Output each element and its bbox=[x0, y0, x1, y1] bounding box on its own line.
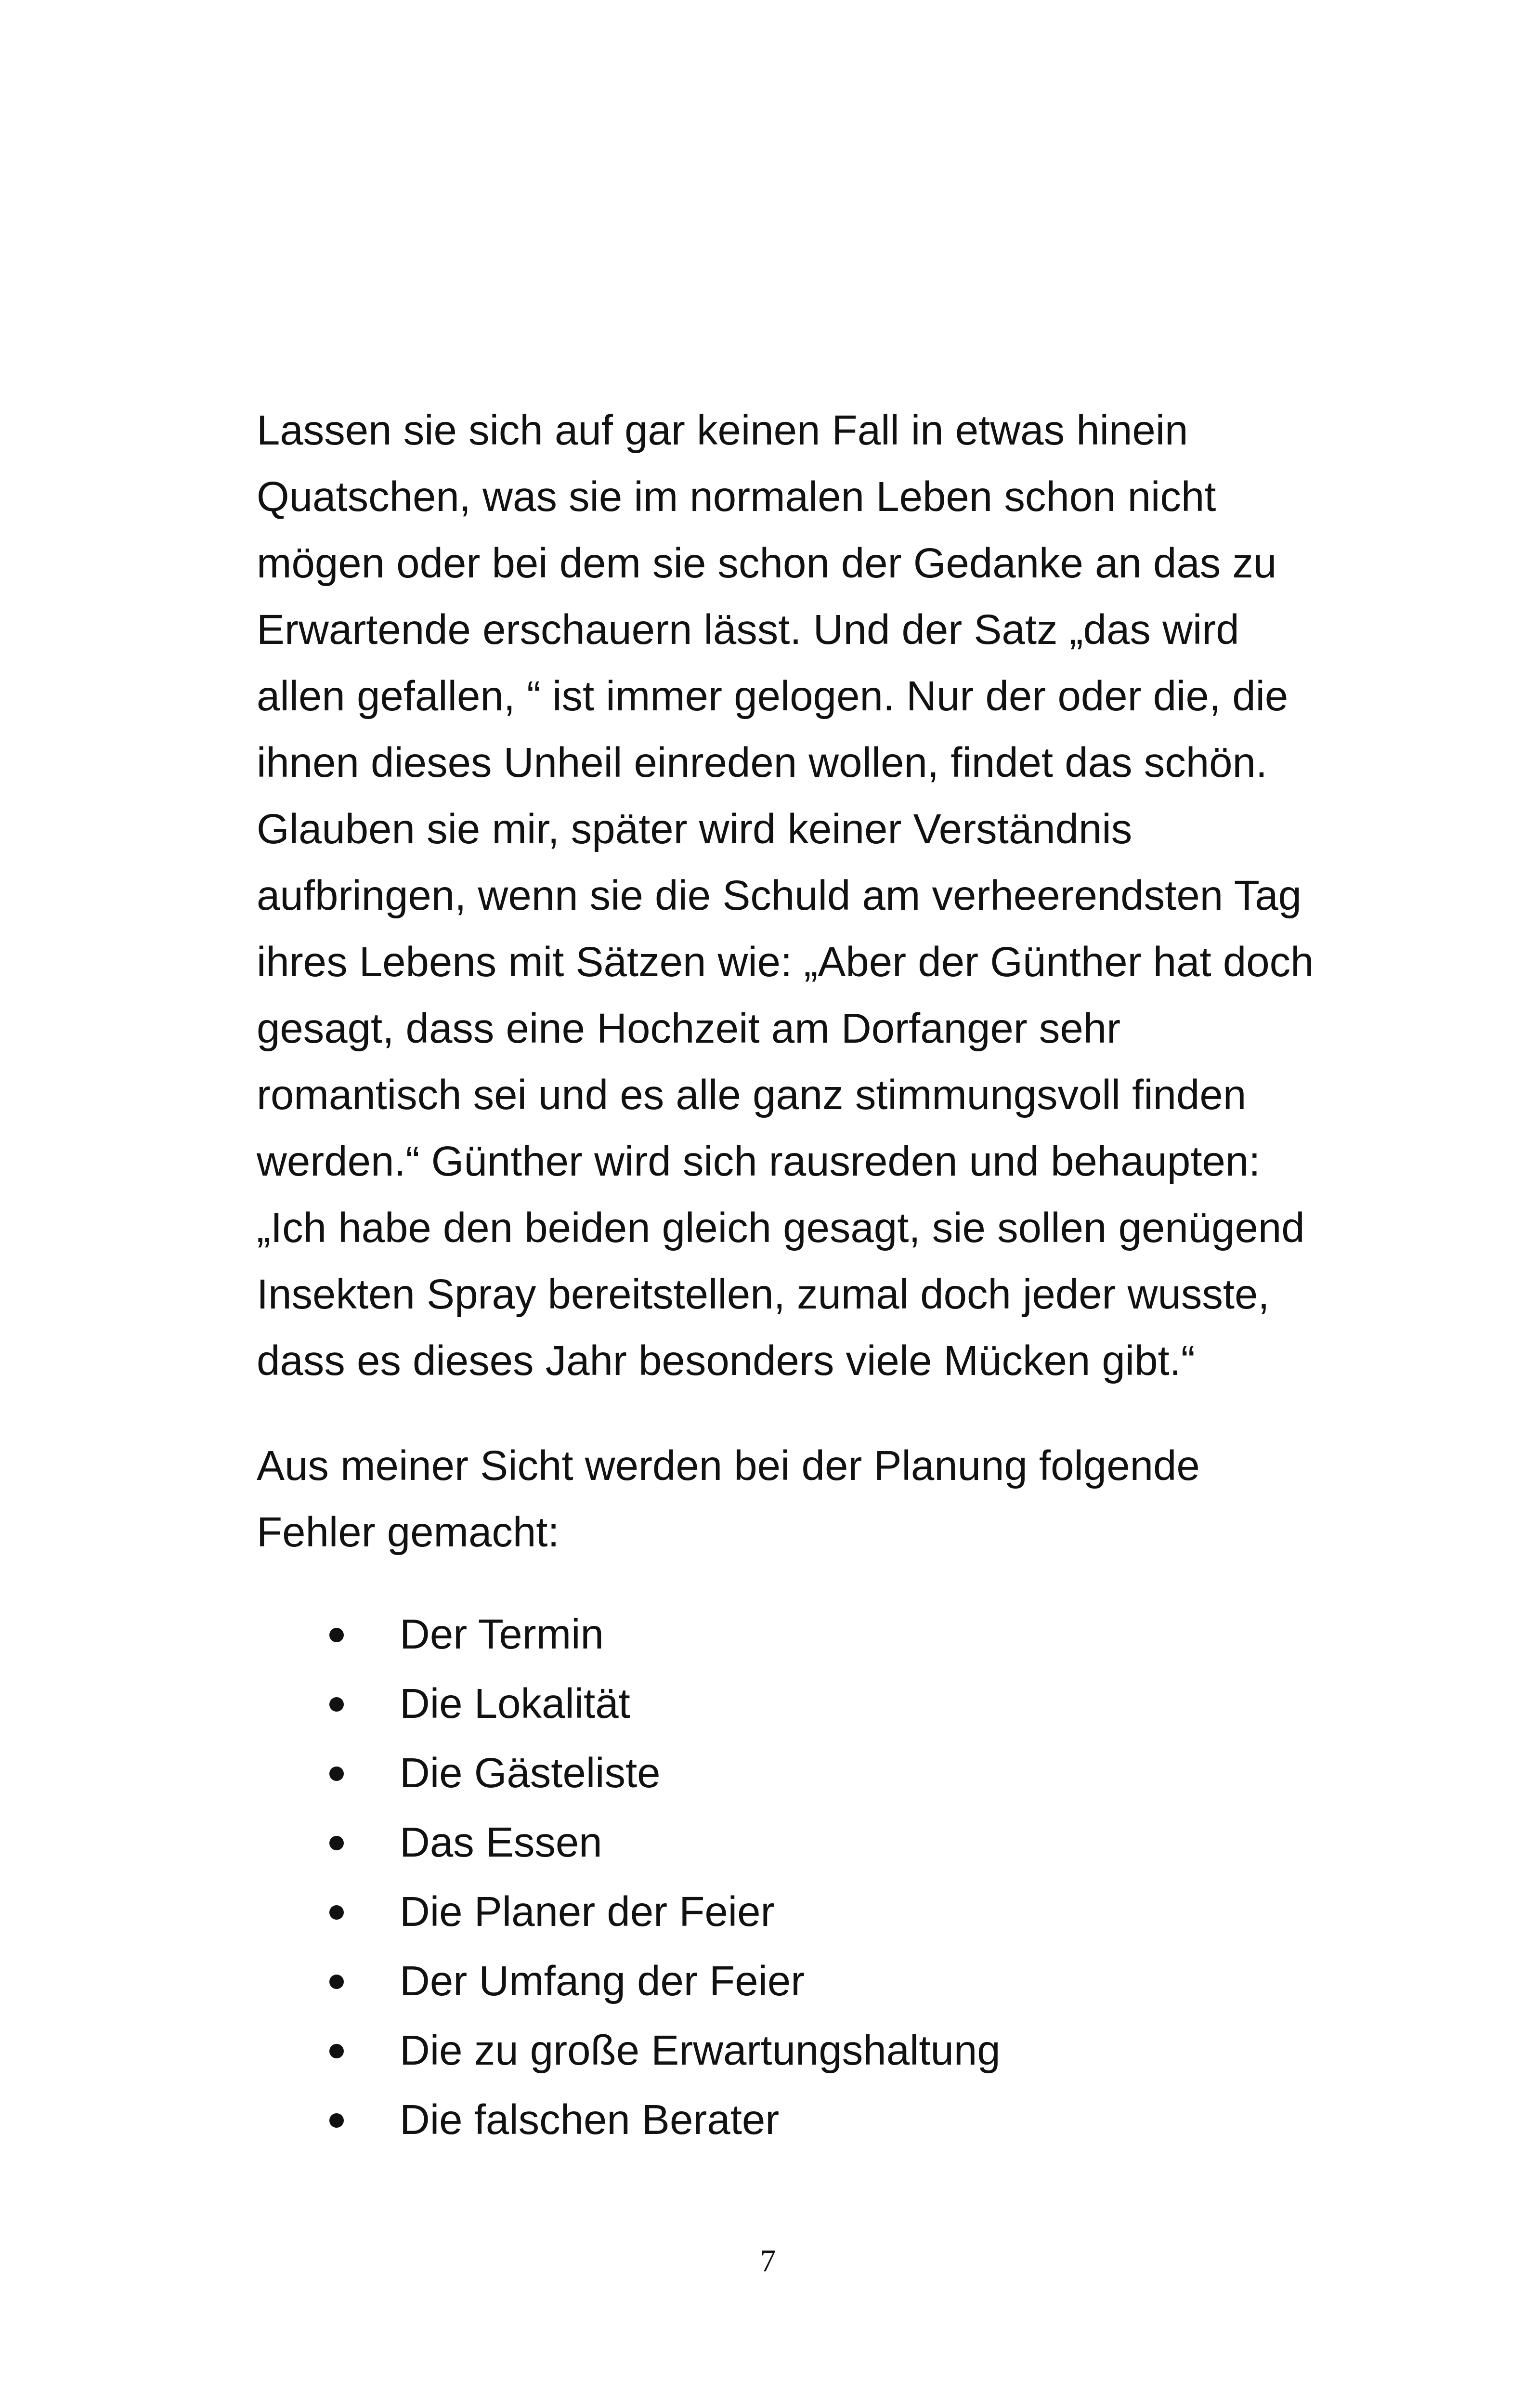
text-line: werden.“ Günther wird sich rausreden und behaupten: bbox=[257, 1138, 1261, 1185]
text-line: Glauben sie mir, später wird keiner Verständnis bbox=[257, 806, 1132, 852]
list-item-label: Die Gästeliste bbox=[400, 1750, 661, 1796]
text-line: mögen oder bei dem sie schon der Gedanke an das zu bbox=[257, 540, 1277, 587]
text-line: gesagt, dass eine Hochzeit am Dorfanger sehr bbox=[257, 1005, 1121, 1052]
text-line: Fehler gemacht: bbox=[257, 1509, 560, 1556]
text-line: Aus meiner Sicht werden bei der Planung folgende bbox=[257, 1442, 1200, 1489]
list-item bbox=[308, 2085, 1001, 2155]
list-item bbox=[308, 1669, 1001, 1739]
text-line: „Ich habe den beiden gleich gesagt, sie sollen genügend bbox=[257, 1204, 1305, 1251]
list-item-label: Die falschen Berater bbox=[400, 2096, 780, 2143]
text-line: allen gefallen, “ ist immer gelogen. Nur der oder die, die bbox=[257, 673, 1289, 720]
text-line: ihres Lebens mit Sätzen wie: „Aber der Günther hat doch bbox=[257, 939, 1314, 985]
text-line: Quatschen, was sie im normalen Leben schon nicht bbox=[257, 473, 1216, 520]
bullet-icon bbox=[329, 1975, 344, 1989]
list-item-label: Die Planer der Feier bbox=[400, 1888, 775, 1935]
paragraph-intro bbox=[257, 397, 1364, 1394]
list-item bbox=[308, 2016, 1001, 2085]
text-line: romantisch sei und es alle ganz stimmungsvoll finden bbox=[257, 1072, 1247, 1118]
text-line: aufbringen, wenn sie die Schuld am verheerendsten Tag bbox=[257, 872, 1302, 919]
list-item bbox=[308, 1600, 1001, 1669]
bullet-icon bbox=[329, 1628, 344, 1642]
list-item-label: Der Termin bbox=[400, 1611, 604, 1658]
list-item bbox=[308, 1808, 1001, 1877]
list-item-label: Die Lokalität bbox=[400, 1680, 630, 1727]
text-line: Insekten Spray bereitstellen, zumal doch jeder wusste, bbox=[257, 1271, 1270, 1318]
list-item bbox=[308, 1877, 1001, 1947]
list-item-label: Der Umfang der Feier bbox=[400, 1958, 805, 2004]
bullet-icon bbox=[329, 1905, 344, 1920]
list-item-label: Das Essen bbox=[400, 1819, 602, 1866]
bullet-icon bbox=[329, 1697, 344, 1712]
bullet-icon bbox=[329, 1836, 344, 1850]
list-item-label: Die zu große Erwartungshaltung bbox=[400, 2027, 1001, 2074]
text-line: ihnen dieses Unheil einreden wollen, findet das schön. bbox=[257, 739, 1268, 786]
bullet-icon bbox=[329, 2044, 344, 2058]
page-number: 7 bbox=[760, 2243, 776, 2278]
mistakes-list bbox=[308, 1600, 1001, 2155]
paragraph-list-intro bbox=[257, 1433, 1364, 1566]
bullet-icon bbox=[329, 1767, 344, 1781]
list-item bbox=[308, 1739, 1001, 1808]
bullet-icon bbox=[329, 2113, 344, 2128]
list-item bbox=[308, 1947, 1001, 2016]
text-line: Erwartende erschauern lässt. Und der Satz „das wird bbox=[257, 606, 1239, 653]
text-line: Lassen sie sich auf gar keinen Fall in etwas hinein bbox=[257, 407, 1188, 454]
text-line: dass es dieses Jahr besonders viele Mücken gibt.“ bbox=[257, 1337, 1195, 1384]
